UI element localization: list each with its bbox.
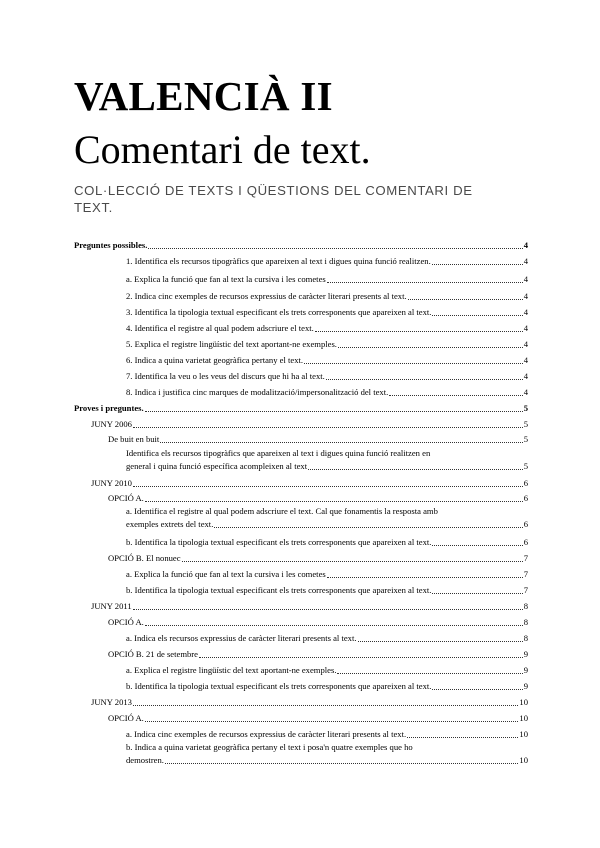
dot-leader bbox=[315, 330, 523, 332]
page-number: 4 bbox=[523, 355, 528, 365]
page-number: 4 bbox=[523, 323, 528, 333]
page-number: 7 bbox=[523, 585, 528, 595]
page-number: 8 bbox=[523, 601, 528, 611]
toc-entry[interactable]: a. Explica la funció que fan al text la cursiva i les cometes 4 bbox=[126, 274, 528, 284]
dot-leader bbox=[133, 608, 523, 610]
toc-entry[interactable]: b. Indica a quina varietat geogràfica pertany el text i posa'n quatre exemples que ho demostren. 10 bbox=[126, 742, 528, 765]
dot-leader bbox=[145, 720, 519, 722]
dot-leader bbox=[407, 736, 518, 738]
page-number: 5 bbox=[523, 419, 528, 429]
page-number: 7 bbox=[523, 569, 528, 579]
toc-entry[interactable]: 8. Indica i justifica cinc marques de modalització/impersonalització del text. 4 bbox=[126, 387, 528, 397]
dot-leader bbox=[133, 426, 523, 428]
toc-entry[interactable]: OPCIÓ A. 6 bbox=[108, 493, 528, 503]
page-number: 4 bbox=[523, 274, 528, 284]
toc-entry[interactable]: a. Indica els recursos expressius de caràcter literari presents al text. 8 bbox=[126, 633, 528, 643]
dot-leader bbox=[308, 468, 523, 470]
page-number: 5 bbox=[523, 434, 528, 444]
toc-entry[interactable]: De buit en buit 5 bbox=[108, 434, 528, 444]
page-number: 9 bbox=[523, 681, 528, 691]
dot-leader bbox=[133, 485, 523, 487]
page-number: 5 bbox=[523, 460, 528, 471]
toc-entry-preguntes-possibles[interactable]: Preguntes possibles. 4 bbox=[74, 240, 528, 250]
page-number: 7 bbox=[523, 553, 528, 563]
dot-leader bbox=[304, 362, 523, 364]
toc-entry-juny-2006[interactable]: JUNY 2006 5 bbox=[91, 419, 528, 429]
toc-entry[interactable]: OPCIÓ A. 8 bbox=[108, 617, 528, 627]
dot-leader bbox=[145, 500, 523, 502]
page-number: 6 bbox=[523, 518, 528, 529]
page-number: 6 bbox=[523, 537, 528, 547]
dot-leader bbox=[432, 688, 522, 690]
page-number: 8 bbox=[523, 633, 528, 643]
dot-leader bbox=[432, 263, 523, 265]
dot-leader bbox=[327, 281, 523, 283]
dot-leader bbox=[199, 656, 523, 658]
dot-leader bbox=[182, 560, 523, 562]
toc-entry[interactable]: 3. Identifica la tipologia textual especificant els trets corresponents que apareixen al text. 4 bbox=[126, 307, 528, 317]
page-number: 10 bbox=[519, 713, 528, 723]
dot-leader bbox=[389, 394, 522, 396]
toc-entry[interactable]: 7. Identifica la veu o les veus del discurs que hi ha al text. 4 bbox=[126, 371, 528, 381]
toc-entry[interactable]: b. Identifica la tipologia textual especificant els trets corresponents que apareixen al text. 6 bbox=[126, 537, 528, 547]
dot-leader bbox=[337, 672, 522, 674]
page-number: 4 bbox=[523, 387, 528, 397]
page-number: 4 bbox=[523, 371, 528, 381]
toc-entry[interactable]: 4. Identifica el registre al qual podem adscriure el text. 4 bbox=[126, 323, 528, 333]
dot-leader bbox=[432, 314, 522, 316]
toc-entry[interactable]: b. Identifica la tipologia textual especificant els trets corresponents que apareixen al text. 9 bbox=[126, 681, 528, 691]
page-number: 4 bbox=[523, 291, 528, 301]
toc-entry[interactable]: 1. Identifica els recursos tipogràfics que apareixen al text i digues quina funció realitzen. 4 bbox=[126, 256, 528, 266]
collection-heading: COL·LECCIÓ DE TEXTS I QÜESTIONS DEL COMENTARI DE TEXT. bbox=[74, 183, 473, 215]
toc-entry[interactable]: a. Indica cinc exemples de recursos expressius de caràcter literari presents al text. 10 bbox=[126, 729, 528, 739]
page-number: 9 bbox=[523, 665, 528, 675]
toc-entry[interactable]: a. Explica el registre lingüístic del text aportant-ne exemples. 9 bbox=[126, 665, 528, 675]
page-number: 10 bbox=[519, 729, 528, 739]
page-number: 6 bbox=[523, 493, 528, 503]
dot-leader bbox=[145, 624, 523, 626]
page-number: 6 bbox=[523, 478, 528, 488]
page-number: 10 bbox=[519, 754, 528, 765]
toc-entry-proves-i-preguntes[interactable]: Proves i preguntes. 5 bbox=[74, 403, 528, 413]
toc-entry-juny-2010[interactable]: JUNY 2010 6 bbox=[91, 478, 528, 488]
page-number: 4 bbox=[523, 240, 528, 250]
dot-leader bbox=[160, 441, 522, 443]
dot-leader bbox=[408, 298, 523, 300]
document-subtitle: Comentari de text. bbox=[74, 127, 371, 172]
dot-leader bbox=[327, 576, 523, 578]
dot-leader bbox=[338, 346, 523, 348]
toc-entry[interactable]: a. Identifica el registre al qual podem adscriure el text. Cal que fonamentis la resposta amb exemples extrets del text. 6 bbox=[126, 506, 528, 529]
dot-leader bbox=[432, 592, 522, 594]
toc-entry[interactable]: b. Identifica la tipologia textual especificant els trets corresponents que apareixen al text. 7 bbox=[126, 585, 528, 595]
toc-entry[interactable]: 2. Indica cinc exemples de recursos expressius de caràcter literari presents al text. 4 bbox=[126, 291, 528, 301]
document-title: VALENCIÀ II bbox=[74, 73, 333, 119]
page-number: 5 bbox=[523, 403, 528, 413]
toc-entry[interactable]: OPCIÓ B. 21 de setembre 9 bbox=[108, 649, 528, 659]
page-number: 9 bbox=[523, 649, 528, 659]
dot-leader bbox=[358, 640, 523, 642]
dot-leader bbox=[214, 526, 522, 528]
toc-entry[interactable]: OPCIÓ A. 10 bbox=[108, 713, 528, 723]
page-number: 4 bbox=[523, 256, 528, 266]
dot-leader bbox=[432, 544, 522, 546]
dot-leader bbox=[145, 410, 523, 412]
toc-entry[interactable]: 6. Indica a quina varietat geogràfica pertany el text. 4 bbox=[126, 355, 528, 365]
toc-entry-juny-2013[interactable]: JUNY 2013 10 bbox=[91, 697, 528, 707]
toc-entry-juny-2011[interactable]: JUNY 2011 8 bbox=[91, 601, 528, 611]
page-number: 8 bbox=[523, 617, 528, 627]
page-number: 10 bbox=[519, 697, 528, 707]
toc-entry[interactable]: a. Explica la funció que fan al text la cursiva i les cometes 7 bbox=[126, 569, 528, 579]
dot-leader bbox=[165, 762, 518, 764]
toc-entry[interactable]: 5. Explica el registre lingüístic del text aportant-ne exemples. 4 bbox=[126, 339, 528, 349]
dot-leader bbox=[148, 247, 522, 249]
toc-entry[interactable]: Identifica els recursos tipogràfics que apareixen al text i digues quina funció realitzen en general i quina funció específica acompleixen al text 5 bbox=[126, 448, 528, 471]
page-number: 4 bbox=[523, 339, 528, 349]
dot-leader bbox=[133, 704, 518, 706]
page-number: 4 bbox=[523, 307, 528, 317]
dot-leader bbox=[326, 378, 523, 380]
toc-entry[interactable]: OPCIÓ B. El nonuec 7 bbox=[108, 553, 528, 563]
